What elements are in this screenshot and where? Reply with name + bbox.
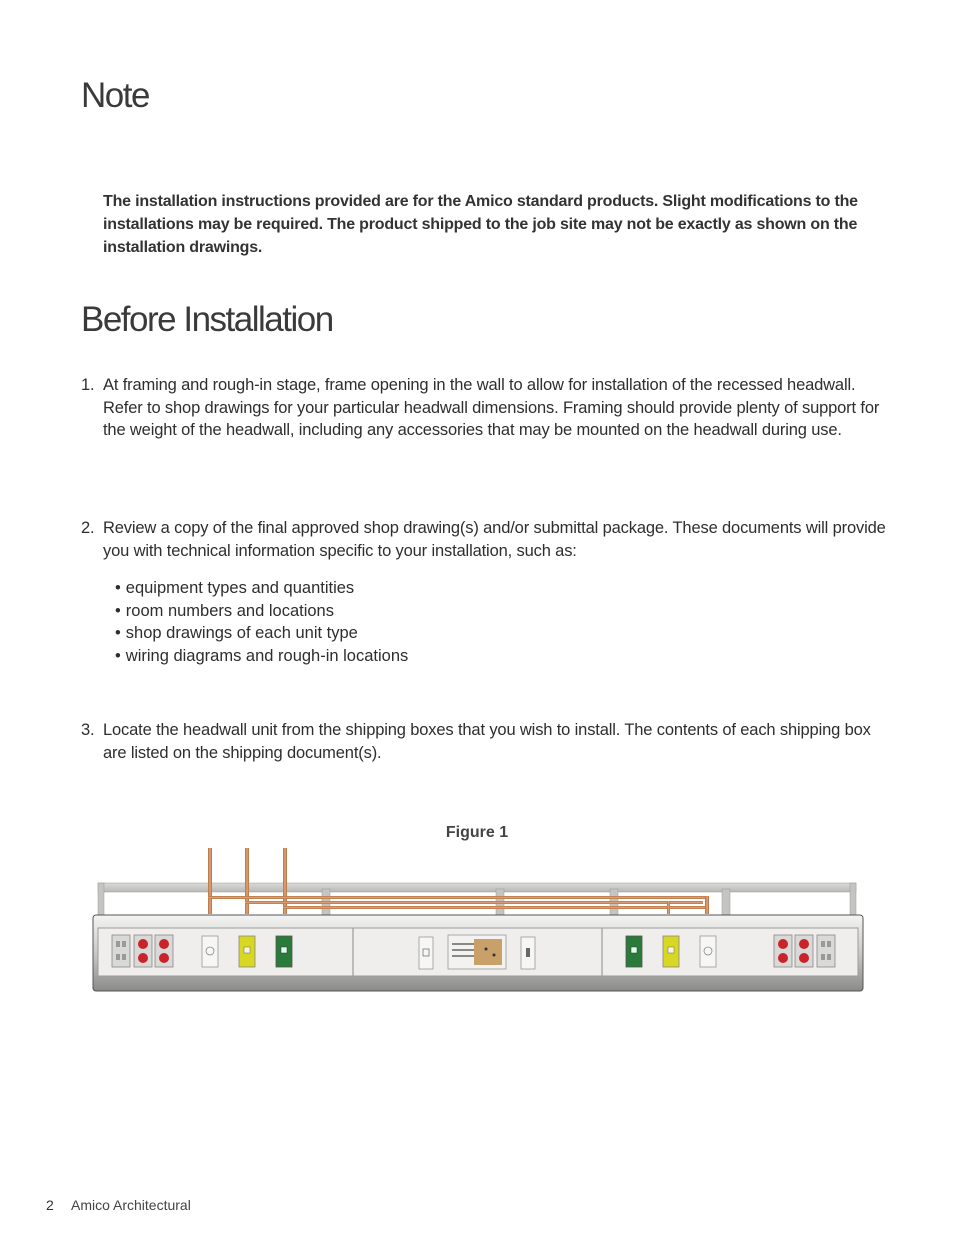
step-number: 3.: [81, 721, 95, 739]
step-text: Locate the headwall unit from the shipping boxes that you wish to install. The contents of each shipping box are listed on the shipping document(s).: [103, 721, 871, 762]
step-number: 2.: [81, 519, 95, 537]
figure-caption: Figure 1: [445, 824, 509, 841]
note-body: The installation instructions provided are for the Amico standard products. Slight modifications to the installations may be required. The product shipped to the job site may not be exactly as shown on the installation drawings.: [103, 193, 858, 256]
step-number: 1.: [81, 376, 95, 394]
footer-brand: Amico Architectural: [71, 1197, 191, 1213]
step-text: At framing and rough-in stage, frame opening in the wall to allow for installation of the recessed headwall. Refer to shop drawings for your particular headwall dimensions. Framing should provide plenty of support for the weight of the headwall, including any accessories that may be mounted on the headwall during use.: [103, 376, 880, 439]
page-number: 2: [46, 1197, 54, 1213]
step-text: Review a copy of the final approved shop drawing(s) and/or submittal package. These documents will provide you with technical information specific to your installation, such as:: [103, 519, 886, 560]
headwall-illustration: [90, 843, 866, 995]
copper-piping: [208, 848, 709, 914]
list-item: • wiring diagrams and rough-in locations: [115, 645, 408, 668]
list-item: • shop drawings of each unit type: [115, 622, 408, 645]
before-installation-heading: Before Installation: [81, 300, 333, 339]
note-heading: Note: [81, 76, 149, 115]
list-item: • room numbers and locations: [115, 600, 408, 623]
list-item: • equipment types and quantities: [115, 577, 408, 600]
document-contents-list: [115, 577, 408, 667]
